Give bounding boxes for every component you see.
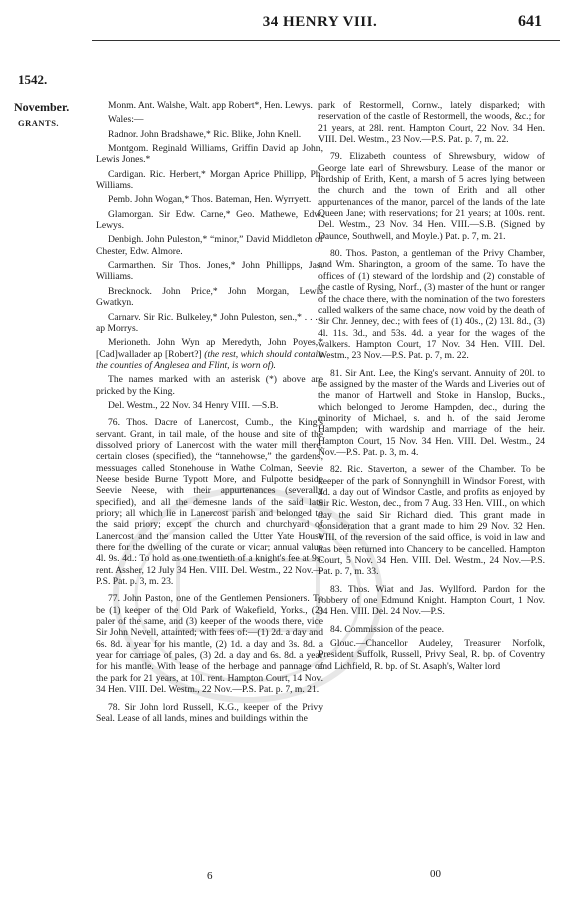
- delivery-note: Del. Westm., 22 Nov. 34 Henry VIII. —S.B.: [108, 399, 279, 411]
- asterisk-note: The names marked with an asterisk (*) above are pricked by the King.: [96, 374, 323, 397]
- commission-monmouth: Monm. Ant. Walshe, Walt. app Robert*, Hen. Lewys.: [108, 100, 313, 111]
- margin-month: November.: [14, 100, 70, 114]
- signature-mark-right: 00: [430, 868, 441, 880]
- entry-79: 79. Elizabeth countess of Shrewsbury, widow of George late earl of Shrewsbury. Lease of the manor or lordship of Erith, Kent, a marsh of 5 acres lying between the church and the town of Erith and all other appurtenances of the manor, parcel of the lands of the late Queen Jane; with reservations; for 21 years; at 100s. rent. Del. Westm., 23 Nov. 34 Hen. VIII.—S.B. (Signed by Daunce, Southwell, and Moyle.) Pat. p. 7, m. 21.: [318, 151, 545, 242]
- merioneth-note: (the rest, which should contain the counties of Anglesea and Flint, is worn of).: [96, 348, 323, 371]
- entry-84-gloucester: Glouc.—Chancellor Audeley, Treasurer Norfolk, President Suffolk, Russell, Privy Seal, R. bp. of Coventry and Lichfield, R. bp. of St. Asaph's, Walter lord: [318, 638, 545, 672]
- running-head: 34 HENRY VIII.: [262, 14, 378, 30]
- commission-pembroke: Pemb. John Wogan,* Thos. Bateman, Hen. Wyrryett.: [108, 194, 312, 206]
- merioneth-names: Merioneth. John Wyn ap Meredyth, John Poyes,* [Cad]wallader ap [Robert?]: [96, 337, 323, 360]
- entry-76: 76. Thos. Dacre of Lanercost, Cumb., the King's servant. Grant, in tail male, of the house and site of the dissolved priory of Lanercost with the water mill there, certain closes (specified), the “tannehowse,” the gardens, messuages called Stonehouse in Wathe Colman, Seevie Neese beside Burne Typott More, and Fulpotte beside Seevie Neese, with their appurtenances (severally specified), and all the demesne lands of the said late priory; all which lie in Lanercost parish and belonged to the said priory; except the church and churchyard of Lanercost and the mansion called the Utter Yate House there for the dwelling of the curate or vicar; annual value 4l. 9s. 4d.: To hold as one twentieth of a knight's fee at 9s. rent. Assher, 12 July 34 Hen. VIII. Del. Westm., 22 Nov.—P.S. Pat. p. 3, m. 23.: [96, 417, 323, 588]
- commission-brecknock: Brecknock. John Price,* John Morgan, Lewis Gwatkyn.: [96, 285, 323, 309]
- entry-80: 80. Thos. Paston, a gentleman of the Privy Chamber, and Wm. Sharington, a groom of the same. To have the offices of (1) steward of the lordship and (2) constable of the castle of Rysing, Norf., (3) master of the hunt or ranger of the chace there, with the nomination of the two foresters called walkers of the same chace, now void by the death of Sir Chr. Jenney, dec.; with fees of (1) 40s., (2) 13l. 8d., (3) 4l. 11s. 3d., and 53s. 4d. a year for the wages of the walkers. Hampton Court, 17 Nov. 34 Hen. VIII. Del. Westm., 23 Nov.—P.S. Pat. p. 7, m. 22.: [318, 248, 545, 362]
- left-column: [96, 100, 323, 727]
- entry-78: 78. Sir John lord Russell, K.G., keeper of the Privy Seal. Lease of all lands, mines and buildings within the: [96, 701, 323, 724]
- commission-carnarvon: Carnarv. Sir Ric. Bulkeley,* John Puleston, sen.,* . . . . ap Morrys.: [96, 311, 323, 334]
- page-number: 641: [518, 13, 542, 30]
- signature-mark-left: 6: [207, 870, 213, 882]
- header-rule: [92, 40, 560, 41]
- commission-carmarthen: Carmarthen. Sir Thos. Jones,* John Phillipps, Jas. Williams.: [96, 260, 323, 283]
- margin-year: 1542.: [18, 72, 48, 87]
- entry-83: 83. Thos. Wiat and Jas. Wyllford. Pardon for the robbery of one Edmund Knight. Hampton Court, 1 Nov. 34 Hen. VIII. Del. 24 Nov.—P.S.: [318, 583, 545, 618]
- entry-82: 82. Ric. Staverton, a sewer of the Chamber. To be keeper of the park of Sonnynghill in Windsor Forest, with 4d. a day out of Windsor Castle, and profits as enjoyed by Sir Ric. Weston, dec., from 7 Aug. 33 Hen. VIII., on which day the said Sir Richard died. This grant made in consideration that a grant made to him 29 Nov. 32 Hen. VIII. of the reversion of the said office, is void in law and has been returned into Chancery to be cancelled. Hampton Court, 5 Nov. 34 Hen. VIII. Del. Westm., 24 Nov.—P.S. Pat. p. 7, m. 33.: [318, 464, 545, 578]
- entry-78-continued: park of Restormell, Cornw., lately disparked; with reservation of the castle of Restormell, the woods, &c.; for 21 years, at 28l. rent. Hampton Court, 22 Nov. 34 Hen. VIII. Del. Westm., 23 Nov.—P.S. Pat. p. 7, m. 22.: [318, 100, 545, 146]
- commission-cardigan: Cardigan. Ric. Herbert,* Morgan Aprice Phillipp, Ph. Williams.: [96, 168, 323, 192]
- right-column: [318, 100, 545, 675]
- commission-glamorgan: Glamorgan. Sir Edw. Carne,* Geo. Mathewe, Edw. Lewys.: [96, 208, 323, 232]
- entry-81: 81. Sir Ant. Lee, the King's servant. Annuity of 20l. to be assigned by the master of the Wards and Liveries out of the manor of Hartwell and Stoke in Hanslop, Bucks., which belonged to Jerome Hampden, dec., during the minority of Michael, s. and h. of the said Jerome Hampden; with wardship and marriage of the heir. Hampton Court, 15 Nov. 34 Hen. VIII. Del. Westm., 24 Nov.—P.S. Pat. p. 3, m. 4.: [318, 367, 545, 458]
- margin-section-label: GRANTS.: [18, 118, 60, 128]
- entry-77: 77. John Paston, one of the Gentlemen Pensioners. To be (1) keeper of the Old Park of Wakefield, Yorks., (2) paler of the same, and (3) keeper of the woods there, vice Sir John Nevell, attainted; with fees of:—(1) 2d. a day and 6s. 8d. a year for his mantle, (2) 1d. a day and 3s. 8d. a year for carriage of pales, (3) 2d. a day and 6s. 8d. a year for his mantle. With lease of the herbage and pannage of the park for 21 years, at 10l. rent. Hampton Court, 14 Nov. 34 Hen. VIII. Del. Westm., 22 Nov.—P.S. Pat. p. 7, m. 21.: [96, 593, 323, 696]
- commission-denbigh: Denbigh. John Puleston,* “minor,” David Middleton of Chester, Edw. Almore.: [96, 234, 323, 257]
- commission-radnor: Radnor. John Bradshawe,* Ric. Blike, John Knell.: [108, 128, 302, 140]
- commission-merioneth: [96, 337, 323, 371]
- commission-wales-heading: Wales:—: [108, 114, 144, 126]
- commission-montgomery: Montgom. Reginald Williams, Griffin David ap John, Lewis Jones.*: [96, 143, 323, 166]
- entry-84: 84. Commission of the peace.: [330, 623, 445, 635]
